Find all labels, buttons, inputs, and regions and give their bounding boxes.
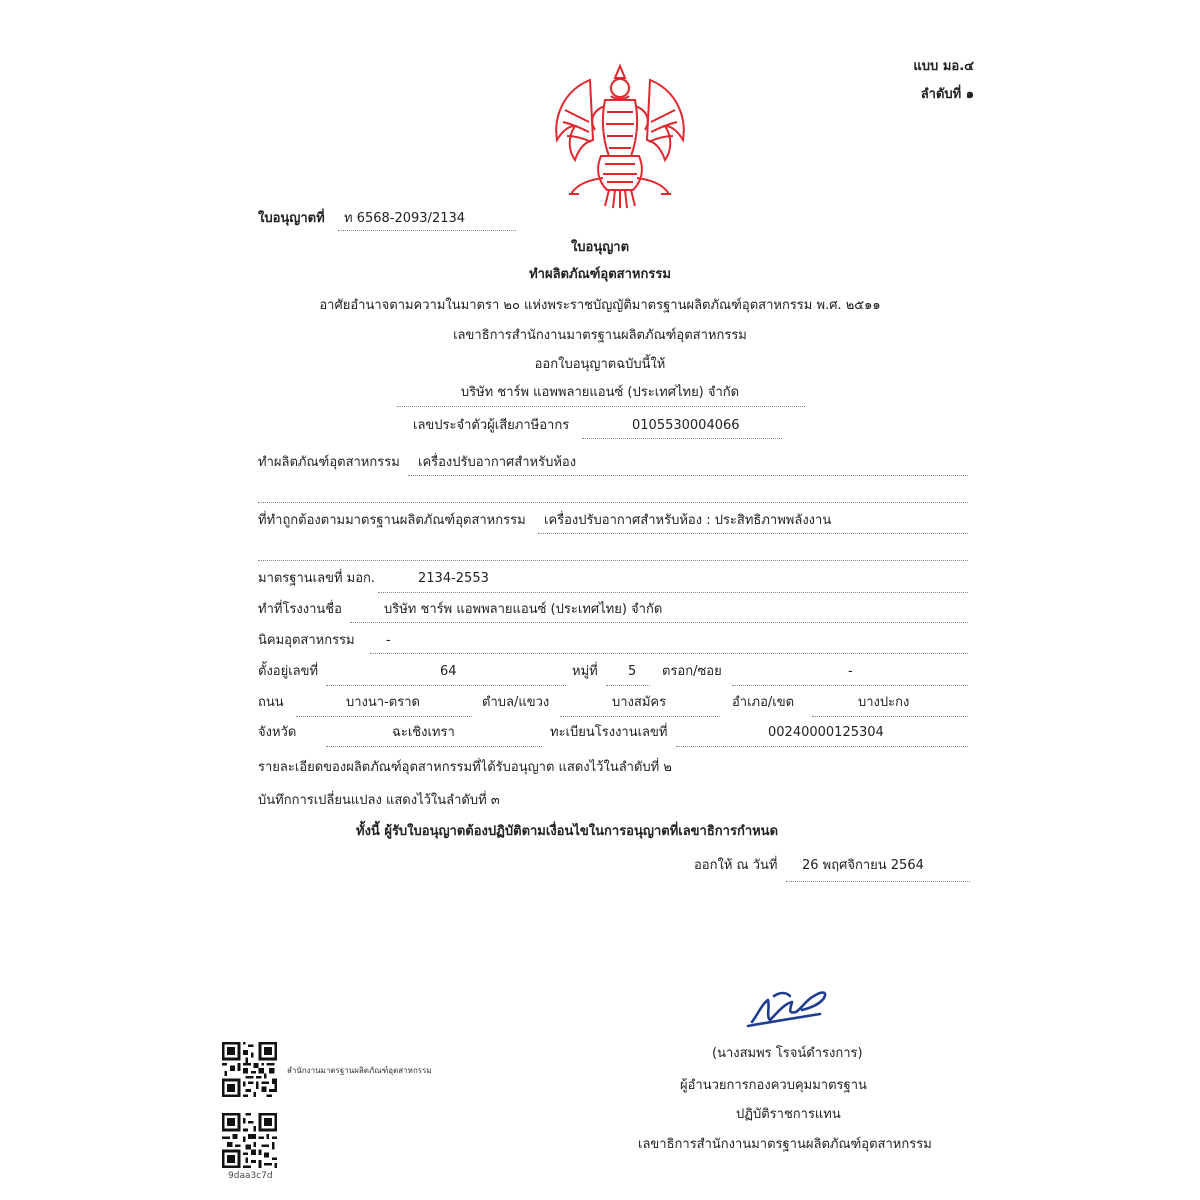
factory-name-label: ทำที่โรงงานชื่อ — [258, 602, 342, 617]
standard-no-line — [378, 592, 968, 593]
moo-line — [606, 685, 650, 686]
estate-label: นิคมอุตสาหกรรม — [258, 633, 355, 648]
subdistrict-label: ตำบล/แขวง — [482, 695, 550, 710]
tax-id-line — [582, 438, 782, 439]
authority-line: อาศัยอำนาจตามความในมาตรา ๒๐ แห่งพระราชบัญญัติมาตรฐานผลิตภัณฑ์อุตสาหกรรม พ.ศ. ๒๕๑๑ — [319, 298, 881, 313]
signer-position-2: ปฏิบัติราชการแทน — [736, 1107, 841, 1122]
issue-line: ออกใบอนุญาตฉบับนี้ให้ — [534, 357, 666, 372]
licensee-line — [397, 406, 805, 407]
changes-note: บันทึกการเปลี่ยนแปลง แสดงไว้ในลำดับที่ ๓ — [258, 793, 500, 808]
address-no-line — [326, 685, 566, 686]
factory-reg-line — [676, 746, 968, 747]
standard-conform-label: ที่ทำถูกต้องตามมาตรฐานผลิตภัณฑ์อุตสาหกรรม — [258, 513, 526, 528]
soi-line — [732, 685, 968, 686]
form-code: แบบ มอ.๔ — [913, 59, 974, 74]
standard-conform-line — [538, 533, 968, 534]
product-label: ทำผลิตภัณฑ์อุตสาหกรรม — [258, 455, 400, 470]
tax-id-label: เลขประจำตัวผู้เสียภาษีอากร — [413, 418, 570, 433]
province-line — [326, 746, 542, 747]
standard-no-value: 2134-2553 — [418, 571, 489, 586]
license-no-line — [338, 230, 516, 231]
qr-caption: สำนักงานมาตรฐานผลิตภัณฑ์อุตสาหกรรม — [287, 1066, 432, 1075]
qr-code-id: 9daa3c7d — [228, 1171, 273, 1181]
subdistrict-line — [560, 716, 720, 717]
doc-subtitle: ทำผลิตภัณฑ์อุตสาหกรรม — [529, 267, 671, 282]
signer-name: (นางสมพร โรจน์ดำรงการ) — [712, 1046, 863, 1061]
district-value: บางปะกง — [858, 695, 910, 710]
tax-id-value: 0105530004066 — [632, 418, 740, 433]
factory-name-line — [350, 622, 968, 623]
province-label: จังหวัด — [258, 725, 297, 740]
doc-title: ใบอนุญาต — [570, 240, 630, 255]
license-no-label: ใบอนุญาตที่ — [258, 211, 325, 226]
road-label: ถนน — [258, 695, 284, 710]
estate-value: - — [386, 633, 391, 648]
factory-reg-label: ทะเบียนโรงงานเลขที่ — [550, 725, 668, 740]
issued-line — [786, 881, 970, 882]
garuda-emblem-icon — [545, 60, 695, 210]
road-line — [296, 716, 472, 717]
qr-code-2-icon — [222, 1113, 277, 1168]
road-value: บางนา-ตราด — [346, 695, 420, 710]
moo-value: 5 — [628, 664, 637, 679]
license-no-value: ท 6568-2093/2134 — [344, 211, 466, 226]
product-value: เครื่องปรับอากาศสำหรับห้อง — [418, 455, 577, 470]
licensee-company: บริษัท ชาร์พ แอพพลายแอนซ์ (ประเทศไทย) จำกัด — [460, 385, 740, 400]
form-order: ลำดับที่ ๑ — [920, 87, 974, 102]
province-value: ฉะเชิงเทรา — [392, 725, 455, 740]
district-label: อำเภอ/เขต — [732, 695, 795, 710]
details-note: รายละเอียดของผลิตภัณฑ์อุตสาหกรรมที่ได้รับอนุญาต แสดงไว้ในลำดับที่ ๒ — [258, 760, 672, 775]
product-line — [408, 475, 968, 476]
soi-label: ตรอก/ซอย — [662, 664, 722, 679]
signer-position-3: เลขาธิการสำนักงานมาตรฐานผลิตภัณฑ์อุตสาหกรรม — [638, 1137, 932, 1152]
standard-conform-line-2 — [258, 560, 968, 561]
district-line — [812, 716, 968, 717]
issued-label: ออกให้ ณ วันที่ — [694, 858, 778, 873]
signer-position-1: ผู้อำนวยการกองควบคุมมาตรฐาน — [680, 1078, 867, 1093]
standard-no-label: มาตรฐานเลขที่ มอก. — [258, 571, 376, 586]
factory-name-value: บริษัท ชาร์พ แอพพลายแอนซ์ (ประเทศไทย) จำกัด — [384, 602, 663, 617]
product-line-2 — [258, 502, 968, 503]
issued-value: 26 พฤศจิกายน 2564 — [802, 858, 924, 873]
signature-icon — [740, 982, 840, 1032]
standard-conform-value: เครื่องปรับอากาศสำหรับห้อง : ประสิทธิภาพพลังงาน — [544, 513, 832, 528]
moo-label: หมู่ที่ — [572, 664, 598, 679]
condition-note: ทั้งนี้ ผู้รับใบอนุญาตต้องปฏิบัติตามเงื่อนไขในการอนุญาตที่เลขาธิการกำหนด — [356, 824, 779, 839]
soi-value: - — [848, 664, 853, 679]
address-no-value: 64 — [440, 664, 457, 679]
qr-code-icon — [222, 1042, 277, 1097]
address-no-label: ตั้งอยู่เลขที่ — [258, 664, 319, 679]
factory-reg-value: 00240000125304 — [768, 725, 884, 740]
estate-line — [370, 653, 968, 654]
subdistrict-value: บางสมัคร — [612, 695, 667, 710]
secretary-line: เลขาธิการสำนักงานมาตรฐานผลิตภัณฑ์อุตสาหกรรม — [453, 328, 747, 343]
